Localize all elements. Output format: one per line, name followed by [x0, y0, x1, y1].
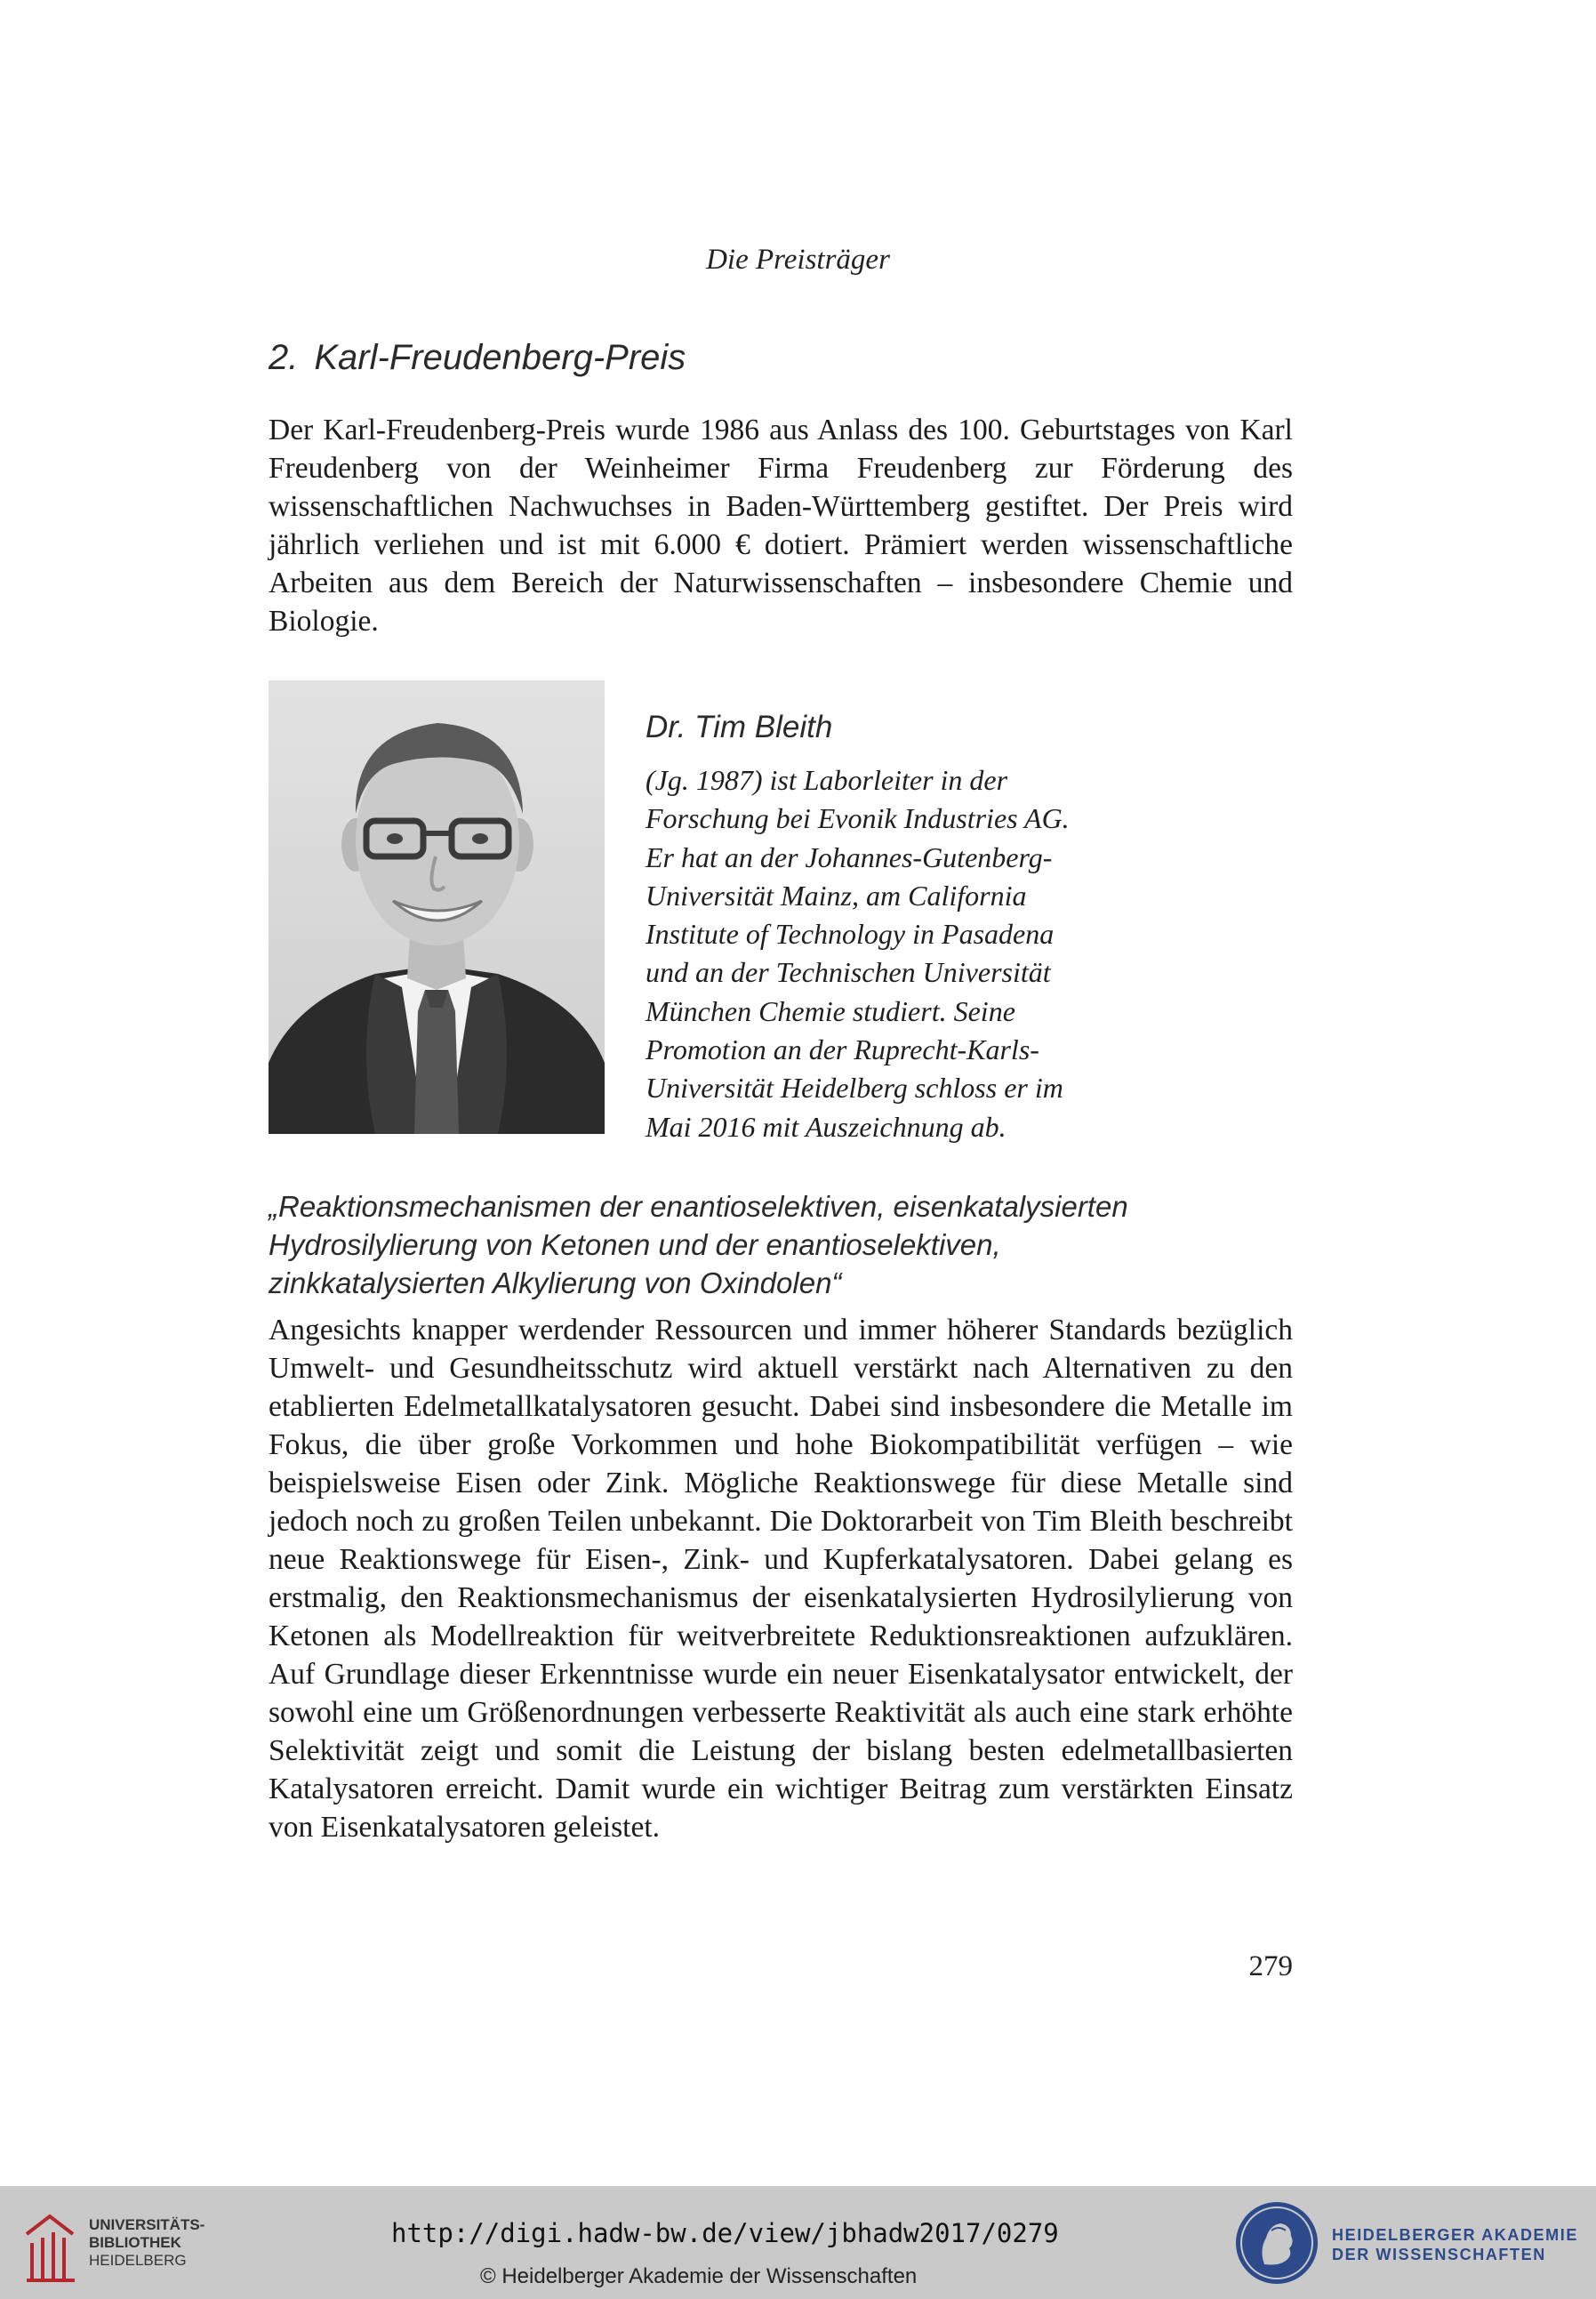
university-library-name — [89, 2216, 205, 2270]
footer-bar — [0, 2186, 1596, 2299]
bio-line: Er hat an der Johannes-Gutenberg- — [646, 840, 1053, 873]
bio-line: München Chemie studiert. Seine — [646, 994, 1015, 1027]
bio-line: Promotion an der Ruprecht-Karls- — [646, 1033, 1039, 1066]
page-number: 279 — [1248, 1950, 1293, 1982]
running-head: Die Preisträger — [706, 244, 890, 276]
academy-name — [1332, 2225, 1578, 2264]
copyright-notice: © Heidelberger Akademie der Wissenschaften — [480, 2264, 918, 2288]
academy-seal-icon — [1232, 2199, 1321, 2287]
source-url-link[interactable]: http://digi.hadw-bw.de/view/jbhadw2017/0279 — [391, 2218, 1059, 2248]
thesis-title-line: „Reaktionsmechanismen der enantioselektiven, eisenkatalysierten — [269, 1190, 1128, 1223]
laureate-name: Dr. Tim Bleith — [646, 710, 833, 744]
thesis-title-line: Hydrosilylierung von Ketonen und der enantioselektiven, — [269, 1228, 1001, 1261]
thesis-title-line: zinkkatalysierten Alkylierung von Oxindolen“ — [269, 1266, 842, 1299]
university-library-logo-icon — [20, 2207, 82, 2284]
laureate-portrait — [269, 680, 605, 1134]
bio-line: (Jg. 1987) ist Laborleiter in der — [646, 764, 1008, 796]
bio-line: Institute of Technology in Pasadena — [646, 918, 1055, 951]
intro-paragraph: Der Karl-Freudenberg-Preis wurde 1986 aus Anlass des 100. Geburtstages von Karl Freudenberg von der Weinheimer Firma Freudenberg zur Förderung des wissenschaftlichen Nachwuchses in Baden-Württemberg gestiftet. Der Preis wird jährlich verliehen und ist mit 6.000 € dotiert. Prämiert werden wissenschaftliche Arbeiten aus dem Bereich der Naturwissenschaften – insbesondere Chemie und Biologie. — [269, 414, 1293, 638]
library-name-line: UNIVERSITÄTS- — [89, 2216, 205, 2233]
section-heading — [269, 338, 686, 378]
thesis-title — [269, 1187, 1128, 1302]
portrait-illustration — [269, 680, 605, 1134]
library-name-line: BIBLIOTHEK — [89, 2234, 181, 2251]
bio-line: Forschung bei Evonik Industries AG. — [646, 802, 1070, 835]
academy-name-line: HEIDELBERGER AKADEMIE — [1332, 2226, 1578, 2244]
section-title: Karl-Freudenberg-Preis — [314, 338, 686, 377]
bio-line: und an der Technischen Universität — [646, 956, 1051, 989]
bio-line: Mai 2016 mit Auszeichnung ab. — [646, 1110, 1007, 1143]
laureate-bio — [646, 761, 1070, 1146]
bio-line: Universität Heidelberg schloss er im — [646, 1072, 1063, 1105]
academy-name-line: DER WISSENSCHAFTEN — [1332, 2246, 1546, 2263]
abstract-paragraph: Angesichts knapper werdender Ressourcen und immer höherer Standards bezüglich Umwelt- und Gesundheitsschutz wird aktuell verstärkt nach Alternativen zu den etablierten Edelmetallkatalysatoren gesucht. Dabei sind insbesondere die Metalle im Fokus, die über große Vorkommen und hohe Biokompatibilität verfügen – wie beispielsweise Eisen oder Zink. Mögliche Reaktionswege für diese Metalle sind jedoch noch zu großen Teilen unbekannt. Die Doktorarbeit von Tim Bleith beschreibt neue Reaktionswege für Eisen-, Zink- und Kupferkatalysatoren. Dabei gelang es erstmalig, den Reaktionsmechanismus der eisenkatalysierten Hydrosilylierung von Ketonen als Modellreaktion für weitverbreitete Reduktionsreaktionen aufzuklären. Auf Grundlage dieser Erkenntnisse wurde ein neuer Eisenkatalysator entwickelt, der sowohl eine um Größenordnungen verbesserte Reaktivität als auch eine stark erhöhte Selektivität zeigt und somit die Leistung der bislang besten edelmetallbasierten Katalysatoren erreicht. Damit wurde ein wichtiger Beitrag zum verstärkten Einsatz von Eisenkatalysatoren geleistet. — [269, 1314, 1293, 1844]
library-name-line: HEIDELBERG — [89, 2252, 187, 2269]
section-number: 2. — [269, 338, 299, 377]
bio-line: Universität Mainz, am California — [646, 879, 1027, 912]
